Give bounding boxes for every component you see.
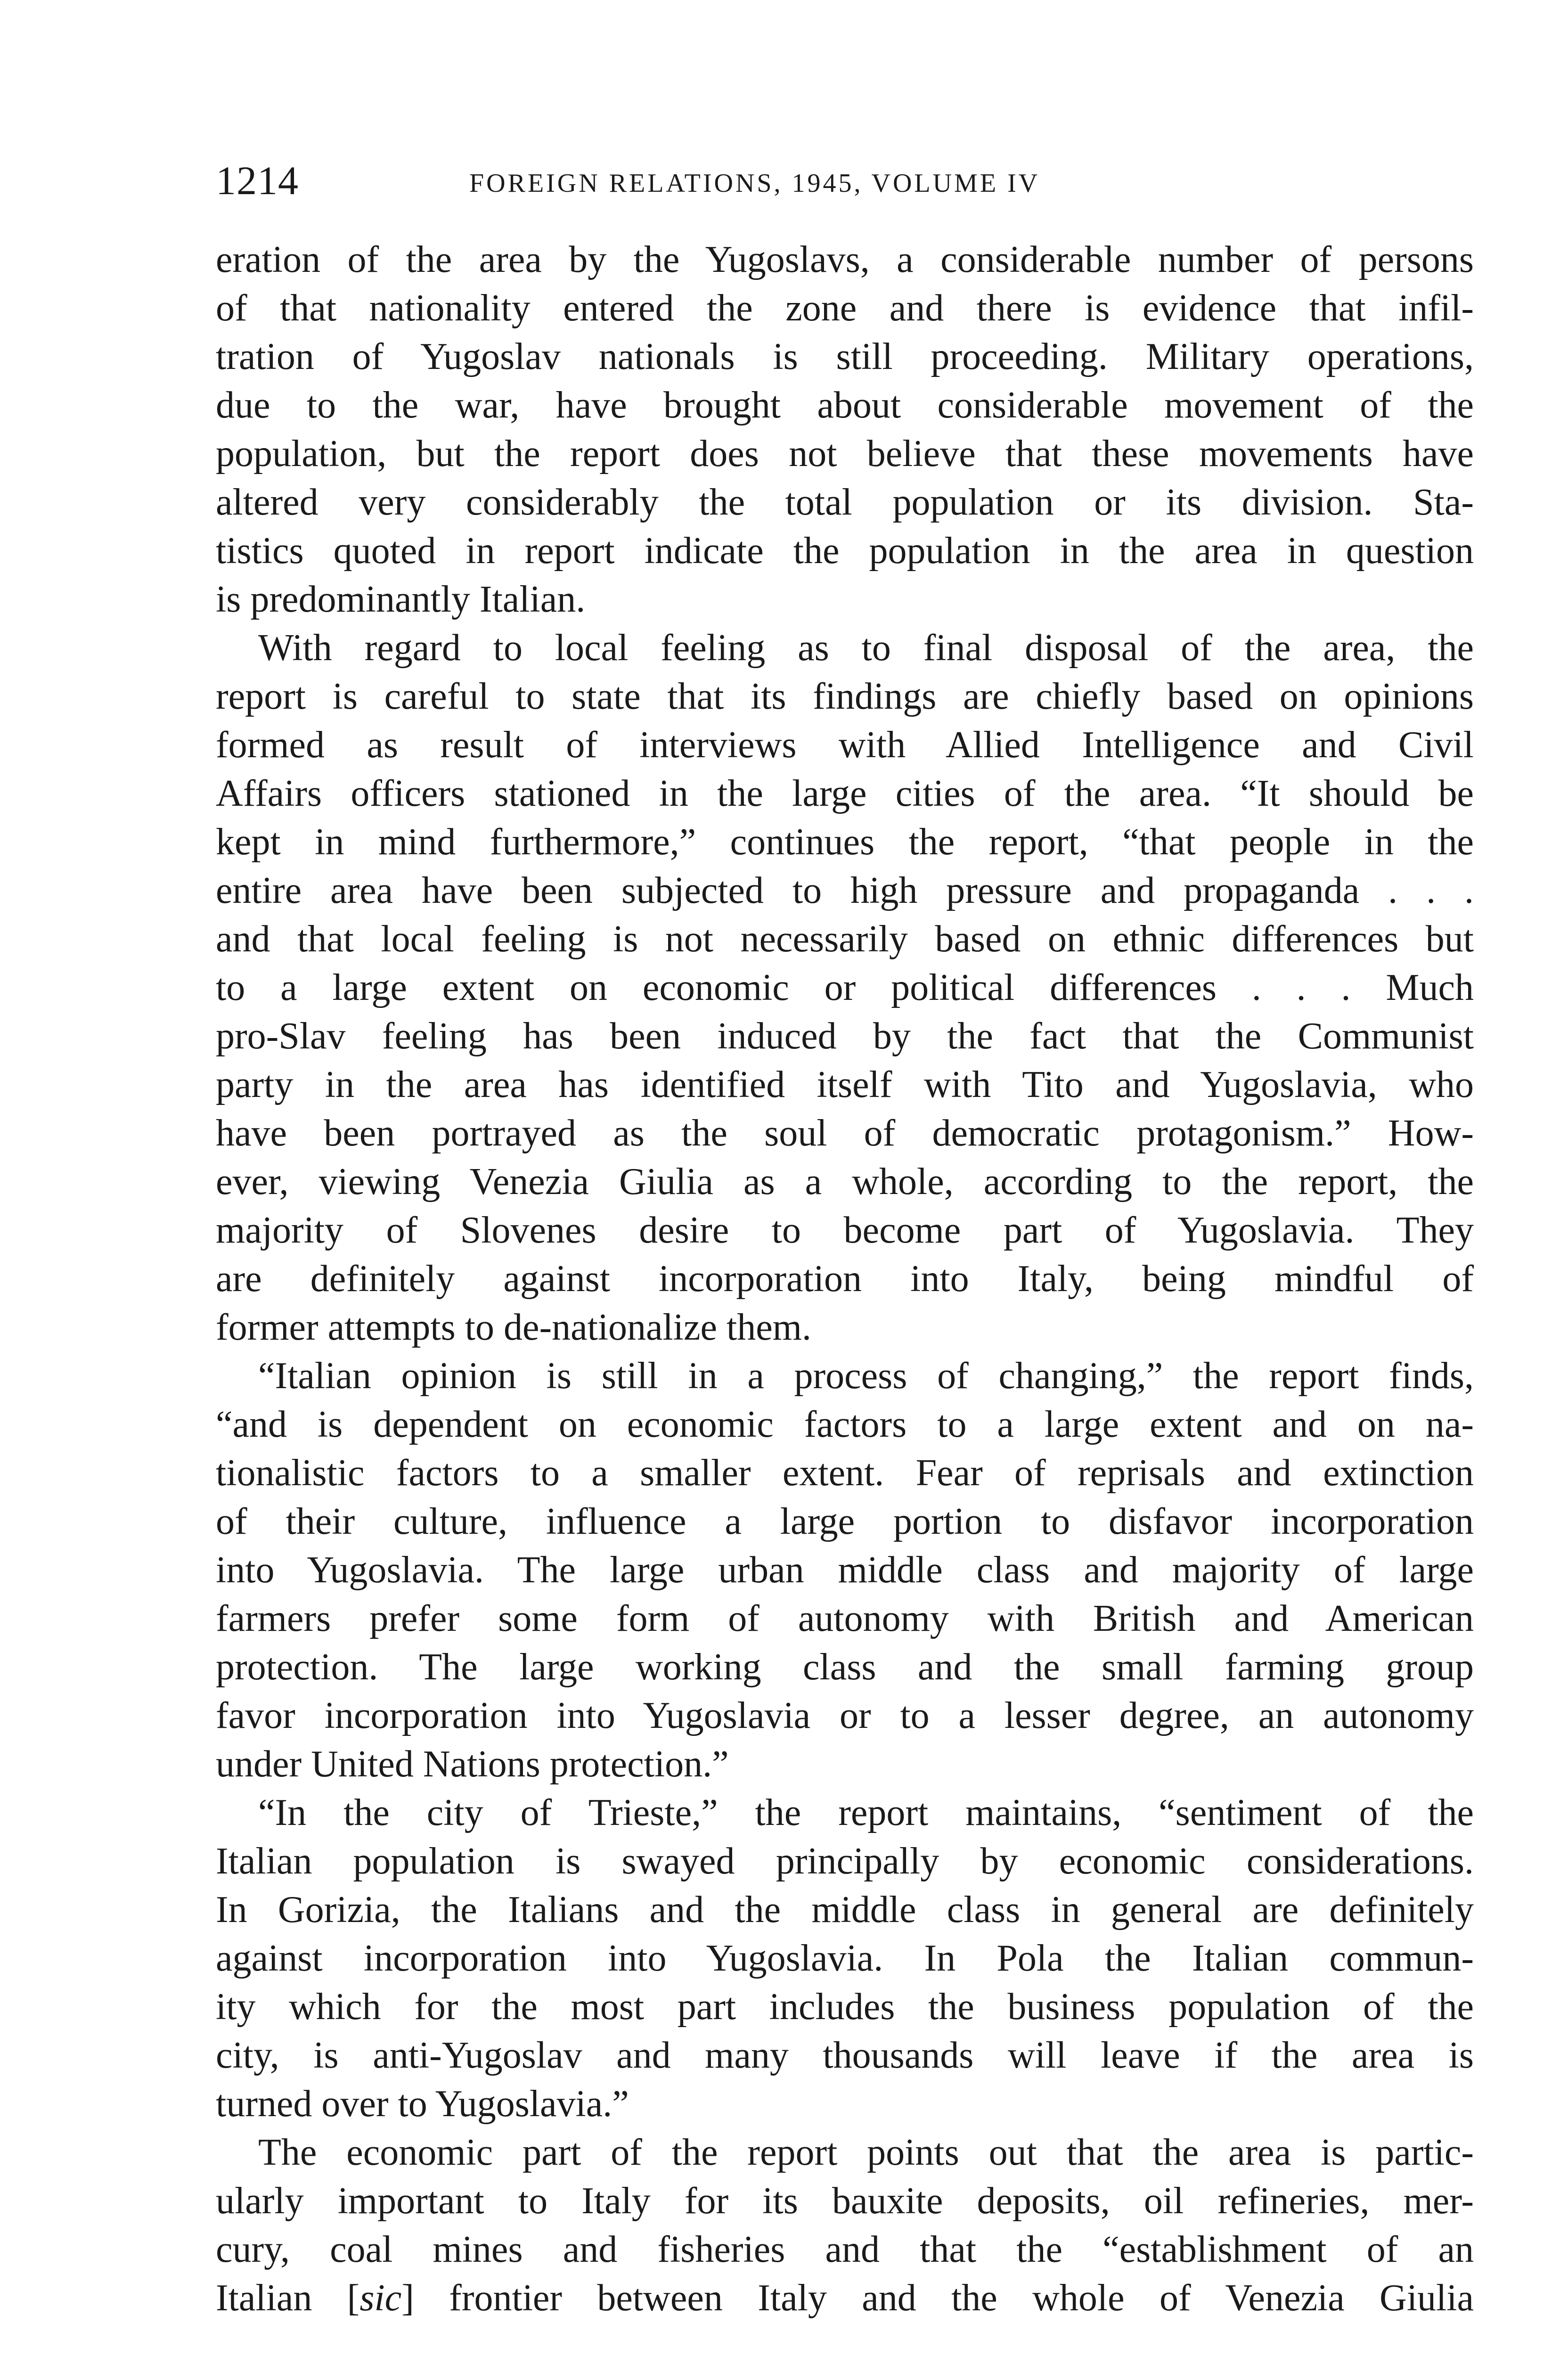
text-line: farmers prefer some form of autonomy with British and American bbox=[216, 1598, 1474, 1639]
text-line: entire area have been subjected to high pressure and propaganda . . . bbox=[216, 870, 1474, 911]
text-line: and that local feeling is not necessarily based on ethnic differences but bbox=[216, 918, 1474, 960]
text-line: “Italian opinion is still in a process of changing,” the report finds, bbox=[258, 1355, 1474, 1397]
text-line: “In the city of Trieste,” the report maintains, “sentiment of the bbox=[258, 1792, 1474, 1833]
text-line: due to the war, have brought about considerable movement of the bbox=[216, 384, 1474, 426]
text-line: tration of Yugoslav nationals is still proceeding. Military operations, bbox=[216, 336, 1474, 377]
text-line: are definitely against incorporation into Italy, being mindful of bbox=[216, 1258, 1474, 1300]
text-line-final bbox=[216, 2274, 1474, 2323]
text-line: ever, viewing Venezia Giulia as a whole, according to the report, the bbox=[216, 1161, 1474, 1203]
text-line: into Yugoslavia. The large urban middle class and majority of large bbox=[216, 1549, 1474, 1591]
final-line-end: ] frontier between Italy and the whole of Venezia Giulia bbox=[401, 2277, 1474, 2319]
text-line: of that nationality entered the zone and there is evidence that infil- bbox=[216, 287, 1474, 329]
text-line: turned over to Yugoslavia.” bbox=[216, 2083, 629, 2125]
text-line: tistics quoted in report indicate the population in the area in question bbox=[216, 530, 1474, 572]
text-line: Affairs officers stationed in the large cities of the area. “It should be bbox=[216, 773, 1474, 814]
text-line: With regard to local feeling as to final disposal of the area, the bbox=[258, 627, 1474, 669]
text-line: of their culture, influence a large portion to disfavor incorporation bbox=[216, 1501, 1474, 1542]
final-line-start: Italian [ bbox=[216, 2277, 360, 2319]
text-line: Italian population is swayed principally by economic considerations. bbox=[216, 1841, 1474, 1882]
text-line: party in the area has identified itself with Tito and Yugoslavia, who bbox=[216, 1064, 1474, 1105]
text-line: tionalistic factors to a smaller extent. Fear of reprisals and extinction bbox=[216, 1452, 1474, 1494]
body-text bbox=[216, 236, 1474, 2323]
text-line: majority of Slovenes desire to become part of Yugoslavia. They bbox=[216, 1210, 1474, 1251]
text-line: against incorporation into Yugoslavia. In Pola the Italian commun- bbox=[216, 1938, 1474, 1979]
text-line: is predominantly Italian. bbox=[216, 579, 586, 620]
page-number: 1214 bbox=[216, 158, 299, 203]
text-line: eration of the area by the Yugoslavs, a considerable number of persons bbox=[216, 239, 1474, 280]
text-line: In Gorizia, the Italians and the middle class in general are definitely bbox=[216, 1889, 1474, 1931]
text-line: population, but the report does not believe that these movements have bbox=[216, 433, 1474, 474]
text-line: to a large extent on economic or political differences . . . Much bbox=[216, 967, 1474, 1008]
text-line: The economic part of the report points out that the area is partic- bbox=[258, 2132, 1474, 2173]
text-line: ularly important to Italy for its bauxite deposits, oil refineries, mer- bbox=[216, 2180, 1474, 2222]
text-line: city, is anti-Yugoslav and many thousands will leave if the area is bbox=[216, 2035, 1474, 2076]
text-line: altered very considerably the total population or its division. Sta- bbox=[216, 482, 1474, 523]
running-header bbox=[216, 155, 1474, 206]
text-line: have been portrayed as the soul of democratic protagonism.” How- bbox=[216, 1113, 1474, 1154]
text-line: protection. The large working class and the small farming group bbox=[216, 1646, 1474, 1688]
running-title: FOREIGN RELATIONS, 1945, VOLUME IV bbox=[469, 169, 1040, 198]
text-line: former attempts to de-nationalize them. bbox=[216, 1307, 811, 1348]
text-line: kept in mind furthermore,” continues the report, “that people in the bbox=[216, 821, 1474, 863]
sic-annotation: sic bbox=[359, 2277, 402, 2319]
text-line: favor incorporation into Yugoslavia or to a lesser degree, an autonomy bbox=[216, 1695, 1474, 1736]
text-line: formed as result of interviews with Allied Intelligence and Civil bbox=[216, 724, 1474, 766]
text-line: under United Nations protection.” bbox=[216, 1743, 729, 1785]
text-line: pro-Slav feeling has been induced by the fact that the Communist bbox=[216, 1015, 1474, 1057]
text-line: “and is dependent on economic factors to a large extent and on na- bbox=[216, 1404, 1474, 1445]
text-line: cury, coal mines and fisheries and that the “establishment of an bbox=[216, 2229, 1474, 2270]
text-line: report is careful to state that its findings are chiefly based on opinions bbox=[216, 676, 1474, 717]
text-line: ity which for the most part includes the business population of the bbox=[216, 1986, 1474, 2028]
